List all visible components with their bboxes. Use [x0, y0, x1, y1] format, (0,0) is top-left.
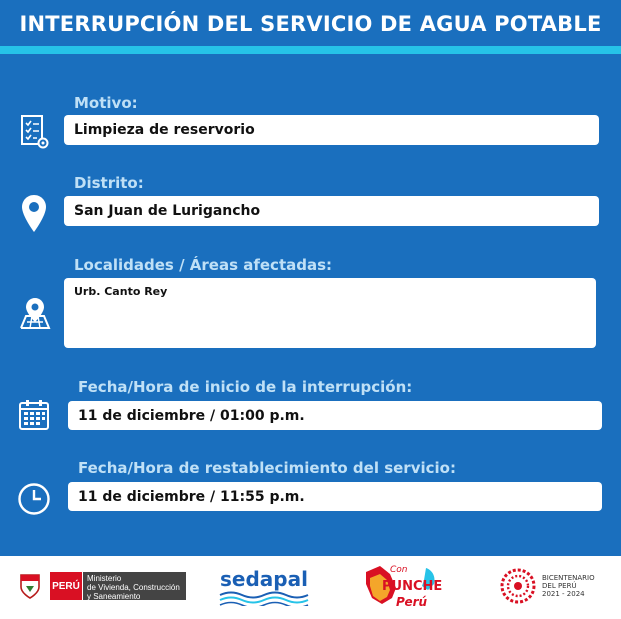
- bicentenario-text: [542, 574, 595, 598]
- distrito-field: San Juan de Lurigancho: [64, 196, 599, 226]
- bicentenario-line-1: BICENTENARIO: [542, 574, 595, 582]
- bicentenario-line-3: 2021 - 2024: [542, 590, 585, 598]
- con-punche-peru-logo: [360, 560, 442, 614]
- bicentenario-emblem-icon: [500, 568, 536, 604]
- peru-label: PERÚ: [46, 572, 82, 600]
- punche-line-3: Perú: [396, 595, 428, 609]
- accent-divider: [0, 46, 621, 54]
- clock-icon: [17, 482, 51, 516]
- map-pin-icon: [18, 296, 52, 330]
- ministry-line-3: y Saneamiento: [87, 592, 141, 601]
- bicentenario-line-2: DEL PERÚ: [542, 582, 577, 590]
- motivo-field: Limpieza de reservorio: [64, 115, 599, 145]
- bicentenario-logo: [500, 566, 605, 606]
- calendar-icon: [18, 399, 50, 431]
- ministerio-logo: [18, 570, 186, 602]
- footer-logos: [0, 556, 621, 616]
- localidades-field: Urb. Canto Rey: [64, 278, 596, 348]
- ministry-line-1: Ministerio: [87, 574, 122, 583]
- info-panel: [0, 54, 621, 556]
- page-title: INTERRUPCIÓN DEL SERVICIO DE AGUA POTABLE: [0, 0, 621, 48]
- ministry-name: [82, 572, 186, 600]
- peru-shield-icon: [18, 572, 42, 600]
- localidades-label: Localidades / Áreas afectadas:: [74, 256, 333, 274]
- fecha-restablecimiento-label: Fecha/Hora de restablecimiento del servicio:: [78, 459, 456, 477]
- water-waves-icon: [218, 590, 310, 606]
- fecha-inicio-field: 11 de diciembre / 01:00 p.m.: [68, 401, 602, 430]
- motivo-label: Motivo:: [74, 94, 138, 112]
- checklist-gear-icon: [20, 114, 50, 150]
- ministry-line-2: de Vivienda, Construcción: [87, 583, 180, 592]
- sedapal-wordmark: sedapal: [220, 567, 308, 591]
- punche-line-1: Con: [390, 565, 408, 575]
- location-pin-icon: [20, 194, 48, 234]
- distrito-label: Distrito:: [74, 174, 144, 192]
- punche-line-2: PUNCHE: [382, 579, 442, 594]
- fecha-inicio-label: Fecha/Hora de inicio de la interrupción:: [78, 378, 413, 396]
- fecha-restablecimiento-field: 11 de diciembre / 11:55 p.m.: [68, 482, 602, 511]
- sedapal-logo: [218, 568, 310, 608]
